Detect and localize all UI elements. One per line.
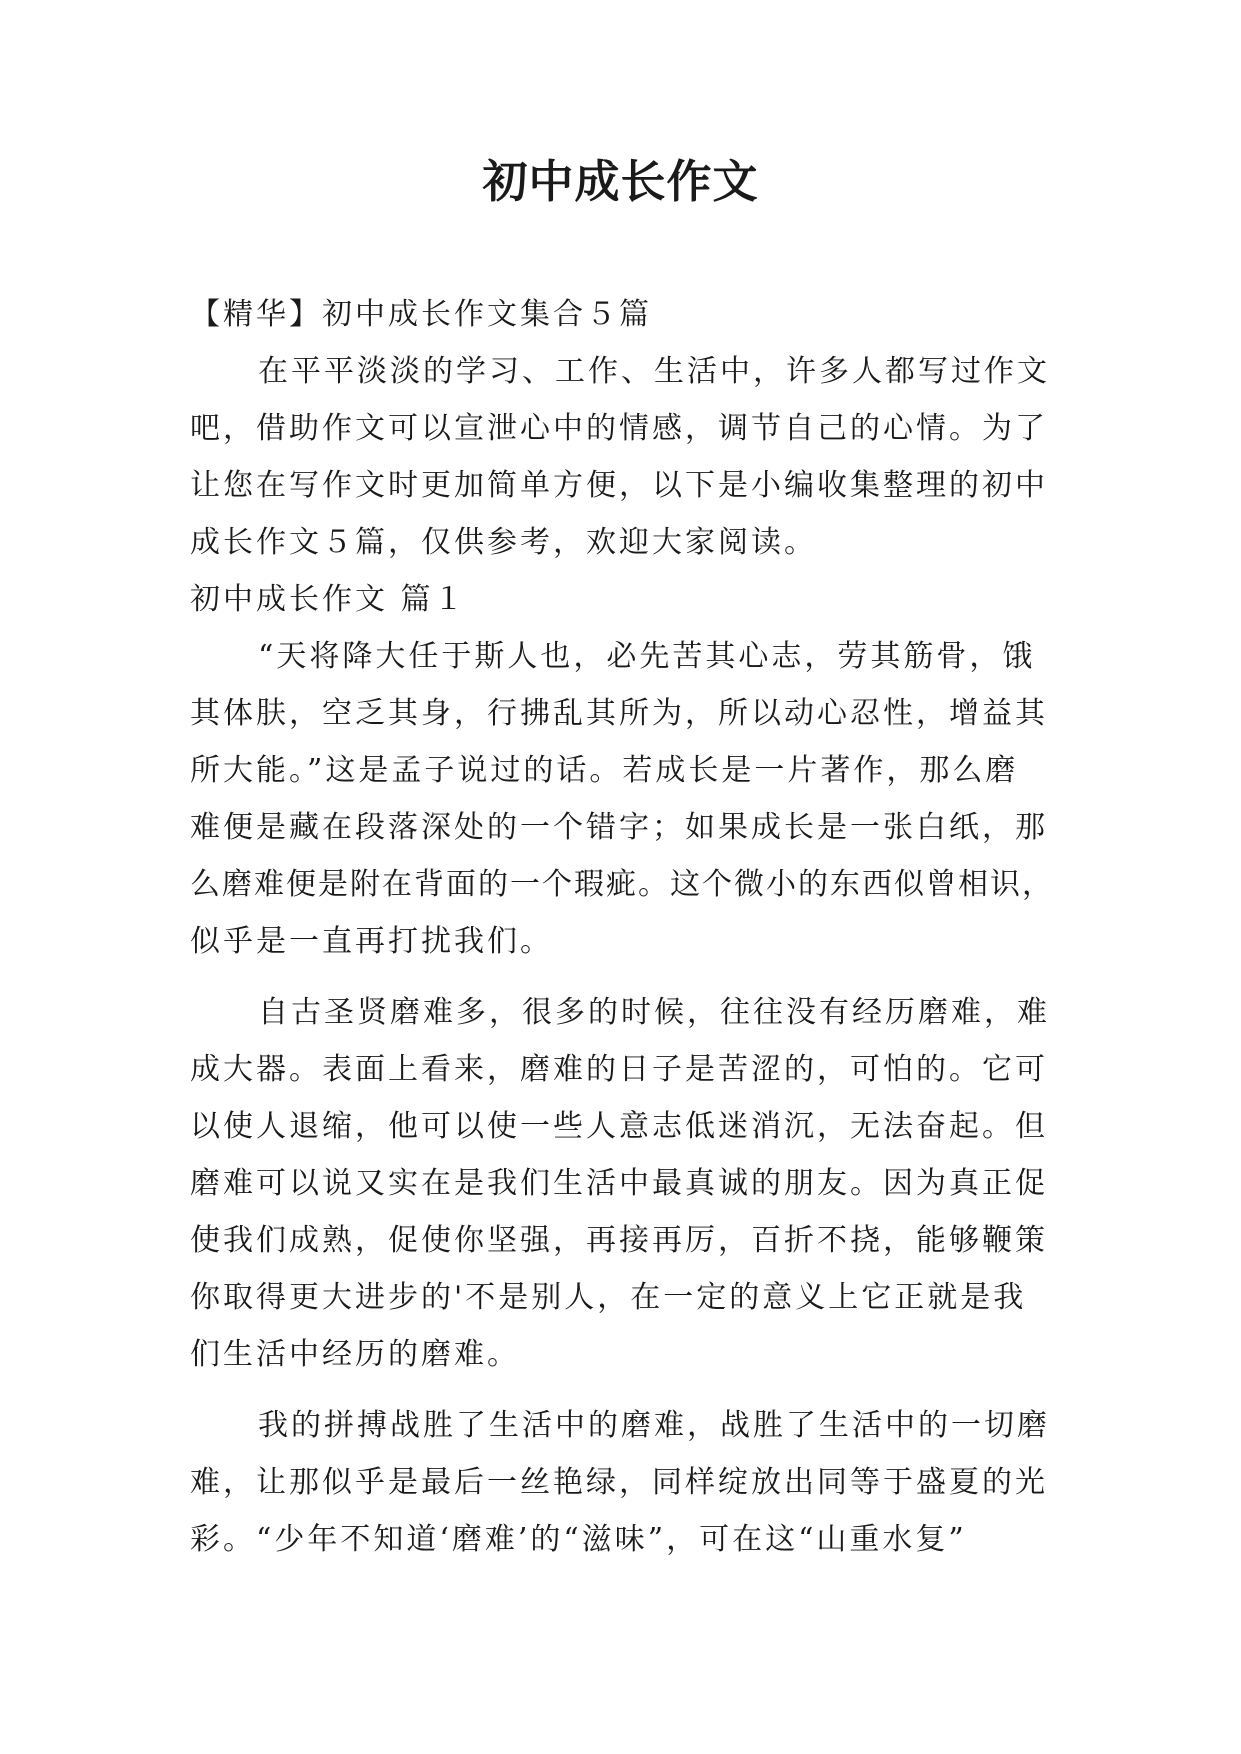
collection-heading: 【精华】初中成长作文集合５篇: [190, 297, 652, 332]
paragraph-line: 所大能。”这是孟子说过的话。若成长是一片著作，那么磨: [190, 753, 1019, 788]
section-heading: 初中成长作文 篇１: [190, 582, 467, 617]
paragraph-line: 难便是藏在段落深处的一个错字；如果成长是一张白纸，那: [190, 810, 1048, 845]
paragraph-line: 似乎是一直再打扰我们。: [190, 924, 553, 959]
paragraph-line: 彩。“少年不知道‘磨难’的“滋味”，可在这“山重水复”: [190, 1522, 967, 1557]
paragraph-line: 们生活中经历的磨难。: [190, 1337, 520, 1372]
intro-line: 成长作文５篇，仅供参考，欢迎大家阅读。: [190, 525, 817, 560]
paragraph-line: “天将降大任于斯人也，必先苦其心志，劳其筋骨，饿: [258, 639, 1036, 674]
paragraph-line: 你取得更大进步的'不是别人，在一定的意义上它正就是我: [190, 1280, 1027, 1315]
paragraph-line: 使我们成熟，促使你坚强，再接再厉，百折不挠，能够鞭策: [190, 1223, 1048, 1258]
paragraph-line: 难，让那似乎是最后一丝艳绿，同样绽放出同等于盛夏的光: [190, 1465, 1048, 1500]
paragraph-line: 磨难可以说又实在是我们生活中最真诚的朋友。因为真正促: [190, 1166, 1048, 1201]
paragraph-line: 么磨难便是附在背面的一个瑕疵。这个微小的东西似曾相识，: [190, 867, 1054, 902]
intro-line: 吧，借助作文可以宣泄心中的情感，调节自己的心情。为了: [190, 411, 1048, 446]
paragraph-line: 自古圣贤磨难多，很多的时候，往往没有经历磨难，难: [258, 995, 1050, 1030]
paragraph-line: 成大器。表面上看来，磨难的日子是苦涩的，可怕的。它可: [190, 1052, 1048, 1087]
intro-line: 在平平淡淡的学习、工作、生活中，许多人都写过作文: [258, 354, 1050, 389]
intro-line: 让您在写作文时更加简单方便，以下是小编收集整理的初中: [190, 468, 1048, 503]
paragraph-line: 我的拼搏战胜了生活中的磨难，战胜了生活中的一切磨: [258, 1408, 1050, 1443]
paragraph-line: 其体肤，空乏其身，行拂乱其所为，所以动心忍性，增益其: [190, 696, 1048, 731]
document-title: 初中成长作文: [482, 155, 759, 208]
document-body: [190, 286, 1054, 1568]
paragraph-line: 以使人退缩，他可以使一些人意志低迷消沉，无法奋起。但: [190, 1109, 1048, 1144]
